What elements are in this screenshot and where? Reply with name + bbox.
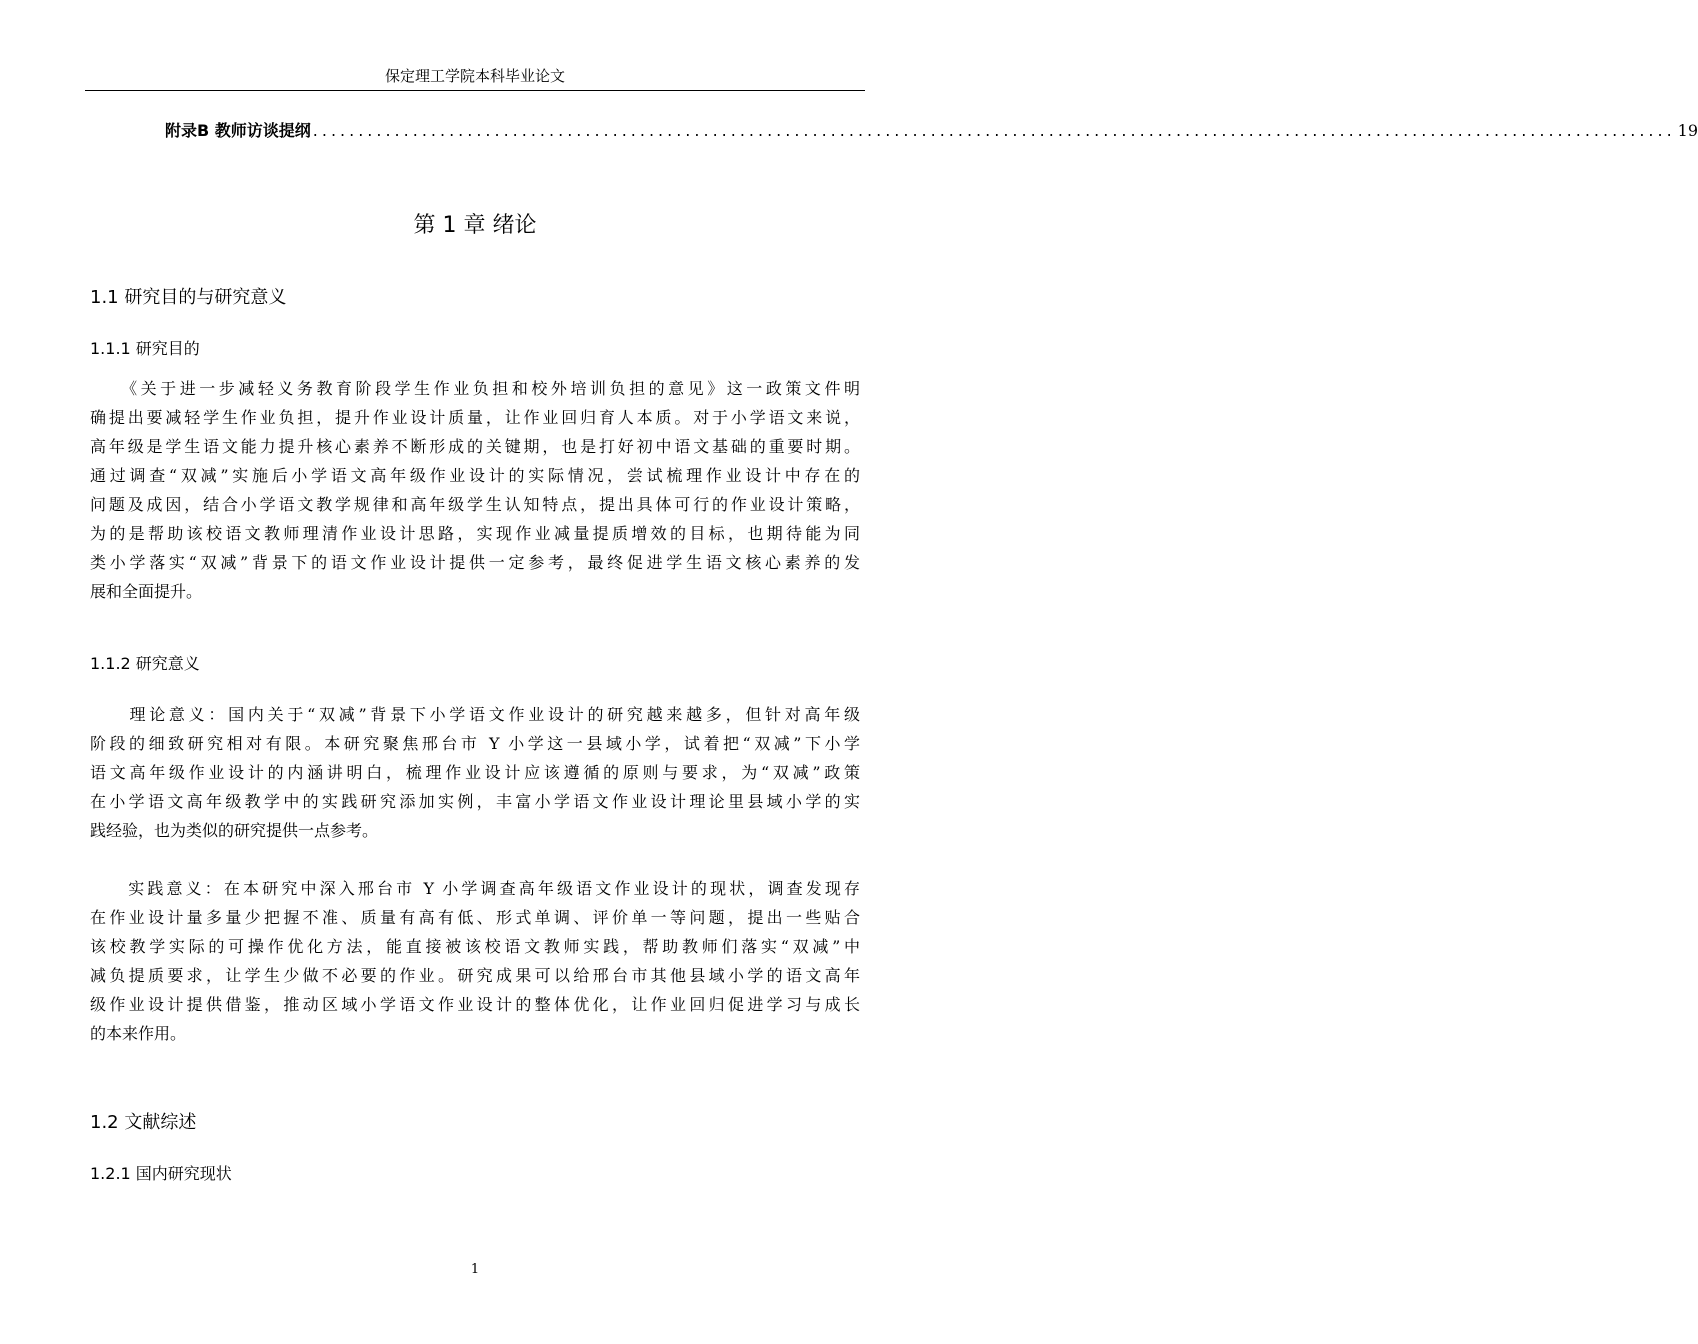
- page-number: 1: [470, 1262, 480, 1277]
- toc-entry-appendix-b[interactable]: [165, 120, 1698, 142]
- paragraph-line: 理论意义：国内关于“双减”背景下小学语文作业设计的研究越来越多，但针对高年级: [90, 705, 860, 724]
- paragraph-line: 该校教学实际的可操作优化方法，能直接被该校语文教师实践，帮助教师们落实“双减”中: [90, 937, 860, 956]
- paragraph-line: 《关于进一步减轻义务教育阶段学生作业负担和校外培训负担的意见》这一政策文件明: [90, 379, 860, 398]
- paragraph-line: 的本来作用。: [90, 1024, 187, 1043]
- paragraph-line: 减负提质要求，让学生少做不必要的作业。研究成果可以给邢台市其他县域小学的语文高年: [90, 966, 860, 985]
- paragraph-line: 类小学落实“双减”背景下的语文作业设计提供一定参考，最终促进学生语文核心素养的发: [90, 553, 860, 572]
- header-rule: [85, 90, 865, 91]
- paragraph-line: 级作业设计提供借鉴，推动区域小学语文作业设计的整体优化，让作业回归促进学习与成长: [90, 995, 860, 1014]
- paragraph-line: 践经验，也为类似的研究提供一点参考。: [90, 821, 379, 840]
- paragraph-practical-significance: [90, 874, 860, 1048]
- section-heading-1-2-1: 1.2.1 国内研究现状: [90, 1164, 232, 1183]
- paragraph-line: 问题及成因，结合小学语文教学规律和高年级学生认知特点，提出具体可行的作业设计策略，: [90, 495, 860, 514]
- chapter-title: 第 1 章 绪论: [413, 213, 537, 238]
- toc-leader-dots: ......................................................................................................................................................: [312, 121, 1676, 140]
- toc-entry-label: 附录B 教师访谈提纲: [165, 121, 311, 140]
- running-header: 保定理工学院本科毕业论文: [384, 67, 565, 85]
- paragraph-line: 高年级是学生语文能力提升核心素养不断形成的关键期，也是打好初中语文基础的重要时期。: [90, 437, 860, 456]
- section-heading-1-1-1: 1.1.1 研究目的: [90, 339, 200, 358]
- paragraph-theoretical-significance: [90, 700, 860, 845]
- paragraph-line: 在作业设计量多量少把握不准、质量有高有低、形式单调、评价单一等问题，提出一些贴合: [90, 908, 860, 927]
- toc-entry-page: 19: [1677, 121, 1698, 140]
- section-heading-1-2: 1.2 文献综述: [90, 1112, 197, 1133]
- paragraph-research-purpose: [90, 374, 860, 606]
- section-heading-1-1: 1.1 研究目的与研究意义: [90, 287, 287, 308]
- paragraph-line: 在小学语文高年级教学中的实践研究添加实例，丰富小学语文作业设计理论里县域小学的实: [90, 792, 860, 811]
- paragraph-line: 阶段的细致研究相对有限。本研究聚焦邢台市 Y 小学这一县域小学，试着把“双减”下小学: [90, 734, 860, 753]
- paragraph-line: 语文高年级作业设计的内涵讲明白，梳理作业设计应该遵循的原则与要求，为“双减”政策: [90, 763, 860, 782]
- paragraph-line: 通过调查“双减”实施后小学语文高年级作业设计的实际情况，尝试梳理作业设计中存在的: [90, 466, 860, 485]
- paragraph-line: 实践意义：在本研究中深入邢台市 Y 小学调查高年级语文作业设计的现状，调查发现存: [90, 879, 860, 898]
- section-heading-1-1-2: 1.1.2 研究意义: [90, 654, 200, 673]
- paragraph-line: 展和全面提升。: [90, 582, 203, 601]
- paragraph-line: 确提出要减轻学生作业负担，提升作业设计质量，让作业回归育人本质。对于小学语文来说，: [90, 408, 860, 427]
- paragraph-line: 为的是帮助该校语文教师理清作业设计思路，实现作业减量提质增效的目标，也期待能为同: [90, 524, 860, 543]
